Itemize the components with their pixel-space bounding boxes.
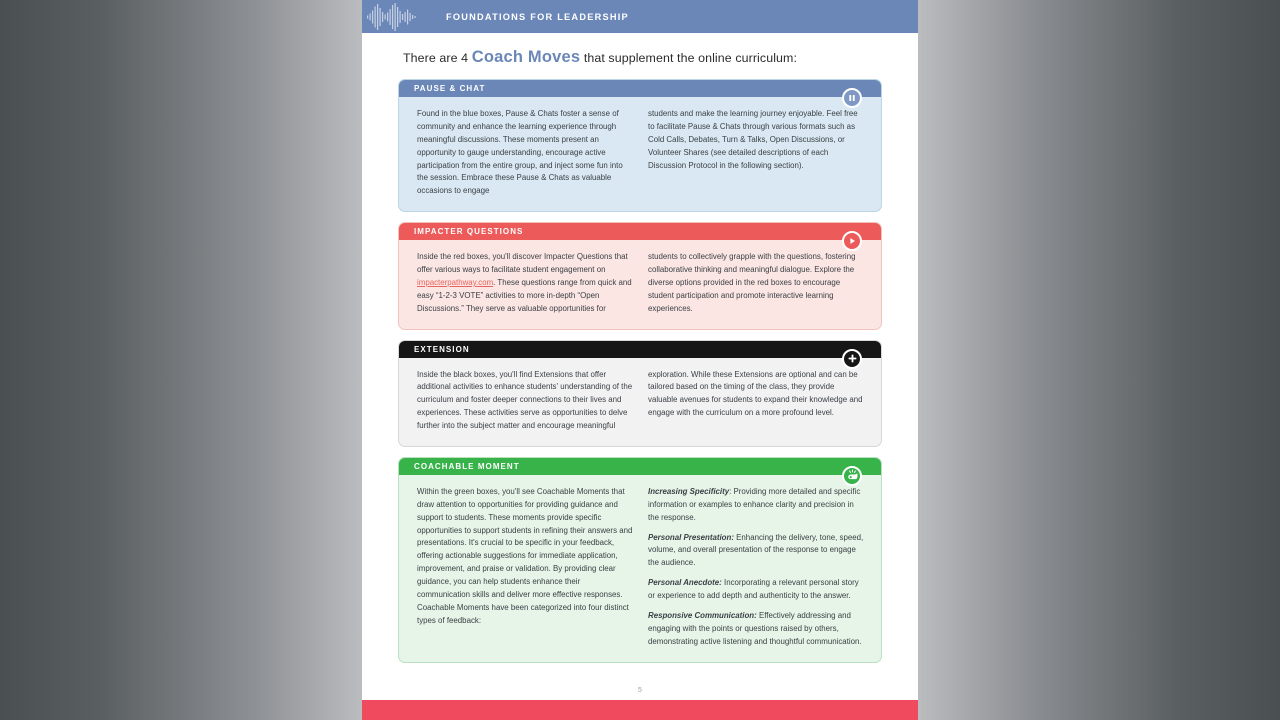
card-title: PAUSE & CHAT [414, 84, 486, 93]
feedback-type-item [648, 532, 865, 571]
bottom-accent-bar [362, 700, 918, 720]
coach-move-card-impacter-questions [398, 222, 882, 329]
feedback-type-text: Enhancing the delivery, tone, speed, volume, and overall presentation of the response to engage the audience. [648, 532, 864, 568]
banner-title: FOUNDATIONS FOR LEADERSHIP [446, 11, 629, 22]
audio-waveform-icon [366, 2, 424, 32]
card-text-right: students to collectively grapple with the questions, fostering collaborative thinking and meaningful dialogue. Explore the diverse options provided in the red boxes to encourage student participation and promote interactive learning experiences. [648, 252, 856, 313]
card-header-pause-and-chat [399, 80, 881, 97]
feedback-type-text: Effectively addressing and engaging with the points or questions raised by others, demonstrating active listening and thoughtful communication. [648, 610, 862, 646]
feedback-type-label: Increasing Specificity [648, 486, 730, 496]
coach-move-card-extension [398, 340, 882, 447]
card-text-left: Within the green boxes, you'll see Coachable Moments that draw attention to opportunities for providing guidance and support to students. These moments provide specific opportunities to support students in refining their answers and presentations. It's crucial to be specific in your feedback, offering actionable suggestions for immediate application, improvement, and praise or validation. By providing clear guidance, you can help students enhance their communication skills and deliver more effective responses. Coachable Moments have been categorized into four distinct types of feedback: [417, 486, 633, 625]
card-text-left: Inside the black boxes, you'll find Extensions that offer additional activities to enhance students' understanding of the curriculum and foster deeper connections to their lives and experiences. These activities serve as opportunities to delve further into the subject matter and encourage meaningful [417, 369, 633, 430]
feedback-type-label: Personal Presentation: [648, 532, 734, 542]
card-title: COACHABLE MOMENT [414, 461, 520, 471]
document-page [362, 0, 918, 720]
feedback-type-item [648, 610, 865, 649]
card-text-left: Found in the blue boxes, Pause & Chats foster a sense of community and enhance the learning experience through meaningful discussions. These moments present an opportunity to gauge understanding, encourage active participation from the entire group, and inject some fun into the session. Embrace these Pause & Chats as valuable occasions to engage [417, 109, 623, 196]
impacterpathway-link[interactable]: impacterpathway.com [417, 277, 494, 287]
plus-icon [842, 349, 862, 369]
card-text-right: students and make the learning journey enjoyable. Feel free to facilitate Pause & Chats through various formats such as Cold Calls, Debates, Turn & Talks, Open Discussions, or Volunteer Shares (see detailed descriptions of each Discussion Protocol in the following section). [648, 109, 858, 170]
play-icon [842, 231, 862, 251]
card-header-impacter-questions [399, 223, 881, 240]
feedback-type-text: Incorporating a relevant personal story or experience to add depth and authenticity to the answer. [648, 578, 859, 600]
intro-highlight: Coach Moves [471, 48, 581, 66]
feedback-type-sep: : [729, 486, 734, 496]
coach-move-card-pause-and-chat [398, 79, 882, 212]
intro-after: that supplement the online curriculum: [580, 51, 797, 65]
intro-line [403, 48, 918, 67]
card-header-coachable-moment [399, 458, 881, 475]
card-text-right: exploration. While these Extensions are optional and can be tailored based on the timing of the class, they provide valuable avenues for students to expand their knowledge and engage with the curriculum on a more profound level. [648, 369, 863, 418]
feedback-type-list [648, 486, 865, 649]
whistle-icon [842, 466, 862, 486]
feedback-type-item [648, 577, 865, 603]
card-text-left [417, 251, 634, 315]
card-title: IMPACTER QUESTIONS [414, 227, 524, 237]
page-number: 5 [638, 687, 642, 694]
card-header-extension [399, 341, 881, 358]
coach-move-card-coachable-moment [398, 457, 882, 663]
text-part-2: . These questions range from quick and easy “1-2-3 VOTE” activities to more in-depth “Open Discussions.” They serve as valuable opportunities for [417, 277, 632, 313]
card-title: EXTENSION [414, 344, 470, 354]
pause-icon [842, 88, 862, 108]
feedback-type-label: Responsive Communication: [648, 610, 757, 620]
feedback-type-label: Personal Anecdote: [648, 578, 722, 588]
feedback-type-text: Providing more detailed and specific information or examples to enhance clarity and precision in the response. [648, 486, 861, 522]
text-part-1: Inside the red boxes, you'll discover Impacter Questions that offer various ways to facilitate student engagement on [417, 252, 628, 274]
intro-before: There are 4 [403, 51, 472, 65]
feedback-type-item [648, 486, 865, 525]
page-banner [362, 0, 918, 33]
